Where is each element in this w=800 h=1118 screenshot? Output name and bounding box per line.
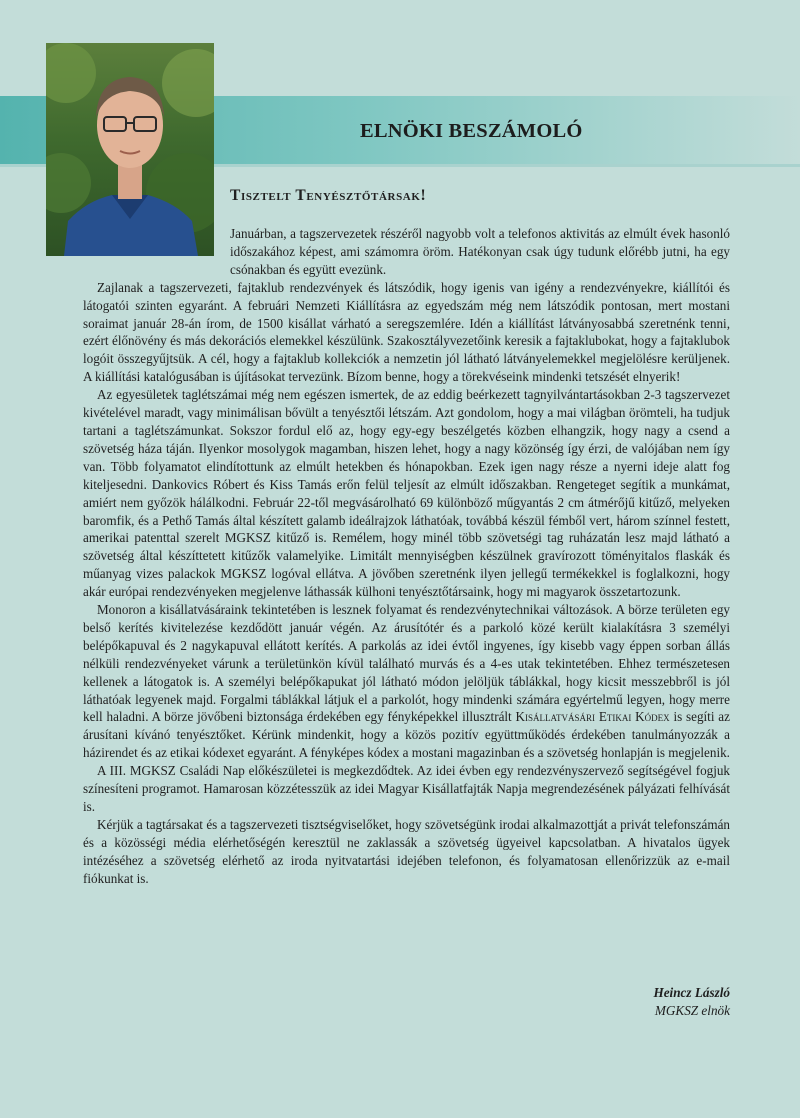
paragraph: Az egyesületek taglétszámai még nem egészen ismertek, de az eddig beérkezett tagnyilvántartásokban 2-3 tagszervezet kivételével maradt, vagy minimálisan bővült a tenyésztői létszám. Azt gondolom, hogy a mai világban örömteli, ha tudjuk tartani a taglétszámunkat. Sokszor fordul elő az, hogy egy-egy beszélgetés közben elhangzik, hogy nagy a csend a szövetség háza táján. Ilyenkor mosolygok magamban, hiszen lehet, hogy a nagy közönség így érzi, de valójában nem így van. Több folyamatot elindítottunk az elmúlt hetekben és hónapokban. Ezek igen nagy része a nyerni ideje alatt fog kiteljesedni. Dankovics Róbert és Kiss Tamás erőn felül teljesít az elmúlt időszakban. Rengeteget segítik a munkámat, amiért nem győzök hálálkodni. Február 22-től megvásárolható 69 különböző műgyantás 2 cm átmérőjű kitűző, melyeken baromfik, és a Pethő Tamás által készített galamb ideálrajzok láthatóak, továbbá készül fémből vert, három színnel festett, amerikai patenttal szerelt MGKSZ kitűző is. Remélem, hogy minél több szövetségi tag ruházatán lesz majd látható a szövetség által készíttetett kitűzők valamelyike. Limitált mennyiségben készülnek gravírozott töményitalos flaskák és műanyag vizes palackok MGKSZ logóval ellátva. A jövőben szeretnénk ilyen jellegű termékekkel is foglalkozni, hogy akár európai rendezvényeken megjelenve láthassák külhoni tenyésztőtársaink, hogy mi magyarok összetartozunk. [83,387,730,600]
paragraph-text: is segíti az árusítani kívánó tenyésztőket. Kérünk mindenkit, hogy a közös pozitív együttműködés érdekében tanulmányozzák a házirendet és az etikai kódexet egyaránt. A fényképes kódex a mostani magazinban és a szövetség honlapján is megjelenik. [83,709,730,761]
paragraph: A III. MGKSZ Családi Nap előkészületei is megkezdődtek. Az idei évben egy rendezvényszervező segítségével fogjuk színesíteni programot. Hamarosan közzétesszük az idei Magyar Kisállatfajták Napja megrendezésének pályázati felhívását is. [83,763,730,814]
page-title: ELNÖKI BESZÁMOLÓ [360,120,583,142]
signature-block [653,984,730,1020]
ethics-code-title: Kisállatvásári Etikai Kódex [515,709,670,725]
signature-role: MGKSZ elnök [654,1003,730,1018]
paragraph [83,601,730,762]
paragraph: Januárban, a tagszervezetek részéről nagyobb volt a telefonos aktivitás az elmúlt évek hasonló időszakához képest, ami számomra öröm. Hatékonyan csak úgy tudunk előrébb jutni, ha egy csónakban és együtt evezünk. [230,226,730,277]
signature-name: Heincz László [653,985,730,1000]
paragraph: Kérjük a tagtársakat és a tagszervezeti tisztségviselőket, hogy szövetségünk irodai alkalmazottját a privát telefonszámán és a közösségi média elérhetőségén keresztül ne zaklassák a szövetség ügyeivel kapcsolatban. A hivatalos ügyek intézéséhez a szövetség elérhető az iroda nyitvatartási idejében telefonon, és folyamatosan ellenőrizzük az e-mail fiókunkat is. [83,816,730,886]
paragraph: Zajlanak a tagszervezeti, fajtaklub rendezvények és látszódik, hogy igenis van igény a rendezvényekre, kiállítói és látogatói szinten egyaránt. A februári Nemzeti Kiállításra az egyedszám még nem látszódik pontosan, mert mostani soraimat január 28-án írom, de 1500 kisállat várható a seregszemlére. Idén a kiállítást látványosabbá szeretnénk tenni, ezért élőnövény és más dekorációs elemekkel készülünk. Szakosztályvezetőink keresik a fajtaklubokat, hogy a fajtaklubok logóit összegyűjtsük. A cél, hogy a fajtaklub kollekciók a nemzetin jól látható látványelemekkel megjelölésre kerüljenek. A kiállítási katalógusában is újításokat tervezünk. Bízom benne, hogy a törekvéseink mindenki tetszését elnyerik! [83,279,730,385]
paragraph-text: Monoron a kisállatvásáraink tekintetében is lesznek folyamat és rendezvénytechnikai változások. A börze területen egy belső kerítés kivitelezése kezdődött január végén. Az árusítótér és a parkoló közé került kialakításra 3 személyi belépőkapuval és 2 nagykapuval ellátott kerítés. A parkolás az idei évtől ingyenes, így kisebb vagy éppen sorban állás nélküli rendezvényeket várunk a területünkön kívül található murvás és a 4-es utak tekintetében. Ehhez természetesen kellenek a látogatok is. A személyi belépőkapukat jól látható módon jelöljük táblákkal, hogy kicsit messzebbről is jól láthatóak legyenek majd. Forgalmi táblákkal látjuk el a parkolót, hogy mindenki számára egyértelmű legyen, hogy merre kell haladni. A börze jövőbeni biztonsága érdekében egy fényképekkel illusztrált [83,602,730,725]
article-body [83,225,730,888]
greeting: Tisztelt Tenyésztőtársak! [230,187,427,204]
